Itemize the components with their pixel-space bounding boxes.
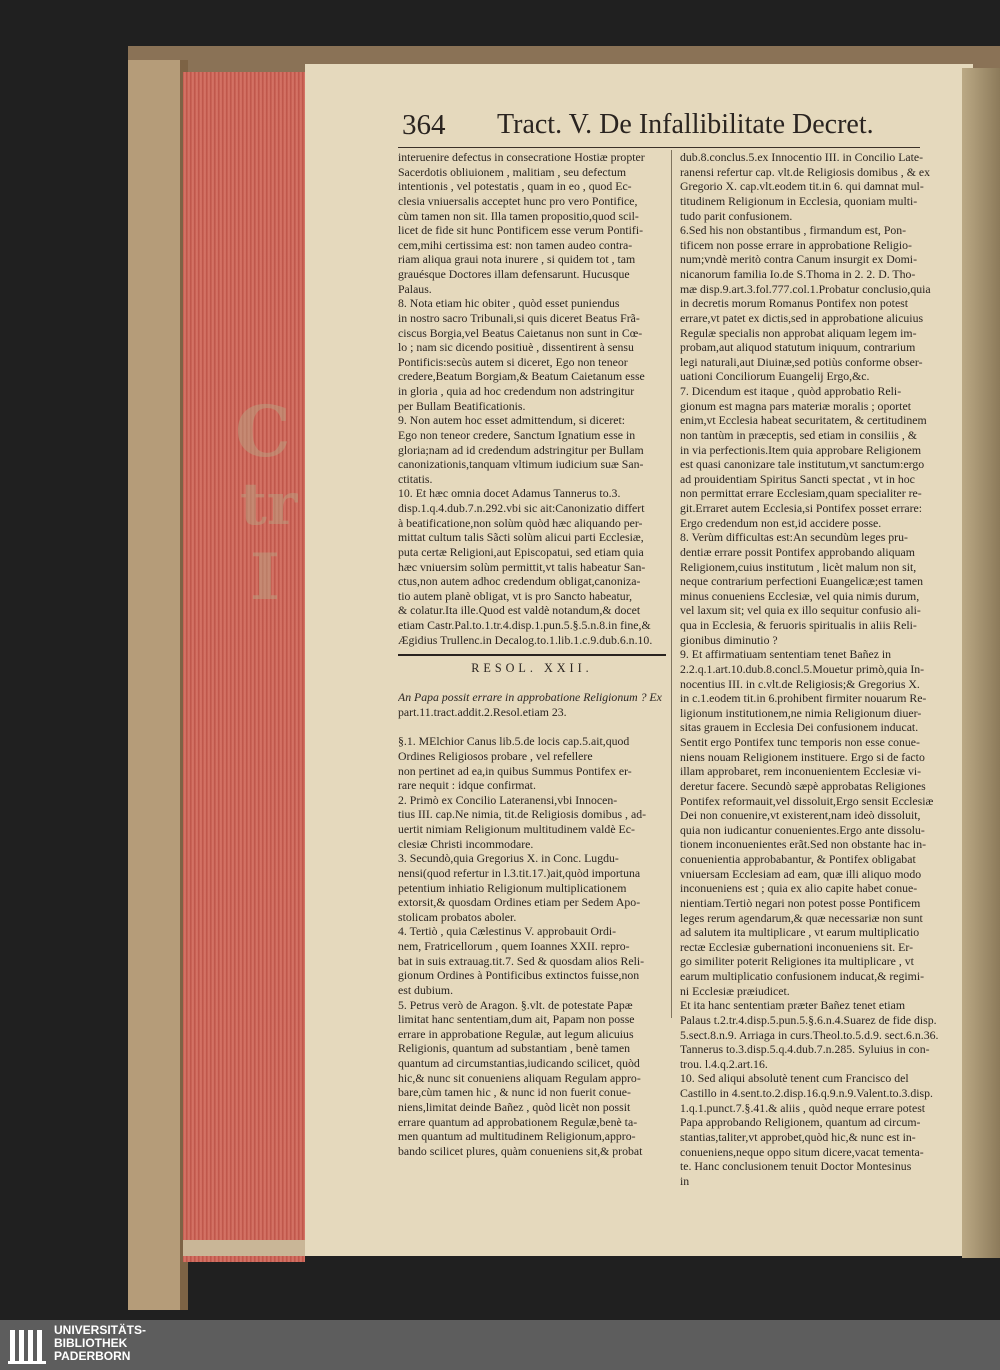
text-line: tius III. cap.Ne nimia, tit.de Religiosis domibus , ad- xyxy=(398,807,647,822)
text-line: mæ disp.9.art.3.fol.777.col.1.Probatur conclusio,quia xyxy=(680,281,931,296)
text-line: leges rerum agendarum,& quæ necessariæ non sunt xyxy=(680,910,923,925)
text-line: non tantùm in præceptis, sed etiam in consiliis , & xyxy=(680,427,917,442)
red-page-edges xyxy=(183,72,305,1262)
section-rule xyxy=(398,654,666,656)
text-line: qua in Ecclesia, & feruoris spiritualis in aliis Reli- xyxy=(680,618,917,632)
text-line: uertit nimiam Religionum multitudinem valdè Ec- xyxy=(398,822,635,837)
text-line: quia non iudicantur conuenientes.Ergo ante dissolu- xyxy=(680,822,925,837)
text-line: canonizationis,tanquam vltimum iudicium suæ San- xyxy=(398,457,644,472)
text-line: rectæ Ecclesiæ gubernationi inconueniens sit. Er- xyxy=(680,939,914,954)
text-line: deretur facere. Secundò sæpè approbatas Religiones xyxy=(680,778,926,793)
text-line: legi naturali,aut Diuinæ,sed potiùs conforme obser- xyxy=(680,354,923,369)
text-line: illam approbaret, rem inconuenientem Ecclesiæ vi- xyxy=(680,764,922,779)
text-line: Pontificis:secùs autem si diceret, Ego non teneor xyxy=(398,354,628,369)
library-name-line: PADERBORN xyxy=(54,1349,131,1364)
text-line: errare quantum ad approbationem Regulæ,benè ta- xyxy=(398,1114,638,1129)
page-gutter xyxy=(962,68,1000,1258)
text-line: clesia vniuersalis acceptet hunc pro vero Pontifice, xyxy=(398,193,638,208)
text-line: vel laxum sit; vel quia ex illo sequitur confusio ali- xyxy=(680,603,921,618)
header-rule xyxy=(398,147,920,148)
running-title: Tract. V. De Infallibilitate Decret. xyxy=(497,109,874,140)
text-line: niens nouam Religionem instituere. Ergo si de facto xyxy=(680,749,925,764)
text-line: num;vndè meritò contra Canum insurgit ex Domi- xyxy=(680,252,917,267)
text-line: ni Ecclesiæ præiudicet. xyxy=(680,983,790,998)
text-line: in nostro sacro Tribunali,si quis diceret Beatus Frã- xyxy=(398,310,640,325)
text-line: puta certæ Religioni,aut Episcopatui, sed etiam quia xyxy=(398,544,644,559)
text-line: Tannerus to.3.disp.5.q.4.dub.7.n.285. Syluius in con- xyxy=(680,1042,930,1057)
left-column xyxy=(398,150,666,1158)
text-line: errare,vt patet ex dictis,sed in approbatione alicuius xyxy=(680,310,924,325)
text-line: inconueniens est ; quia ex alio capite habet conue- xyxy=(680,881,918,896)
text-line: ctus,non autem adhoc credendum obligat,canoniza- xyxy=(398,574,641,589)
text-line: minus conueniens Ecclesiæ, vel quia nimis durum, xyxy=(680,588,920,603)
library-logo-icon xyxy=(8,1326,48,1366)
text-line: etiam Castr.Pal.to.1.tr.4.disp.1.pun.5.§.5.n.8.in fine,& xyxy=(398,618,651,632)
library-name-line: UNIVERSITÄTS- xyxy=(54,1323,147,1337)
text-line: gionibus diminutio ? xyxy=(680,632,778,647)
text-line: rare nequit : idque confirmat. xyxy=(398,778,536,793)
text-line: ranensi refertur cap. vlt.de Religiosis domibus , & ex xyxy=(680,164,930,179)
text-line: tio autem planè obligat, vt is pro Sancto habeatur, xyxy=(398,588,633,603)
left-column-part2 xyxy=(398,734,666,1158)
text-line: Palaus t.2.tr.4.disp.5.pun.5.§.6.n.4.Suarez de fide disp. xyxy=(680,1012,937,1027)
text-line: Ego non teneor credere, Sanctum Ignatium esse in xyxy=(398,427,636,442)
text-line: 10. Et hæc omnia docet Adamus Tannerus to.3. xyxy=(398,486,621,501)
text-line: petentium inhiatio Religionum multiplicationem xyxy=(398,880,627,895)
text-line: cùm tamen non sit. Illa tamen propositio,quod scil- xyxy=(398,208,639,223)
text-line: est dubium. xyxy=(398,982,454,997)
text-line: in xyxy=(680,1173,690,1188)
text-line: non pertinet ad ea,in quibus Summus Pontifex er- xyxy=(398,763,632,778)
text-line: clesiæ Christi incommodare. xyxy=(398,836,534,851)
text-line: in via perfectionis.Item quia approbare Religionem xyxy=(680,442,922,457)
library-name-line: BIBLIOTHEK xyxy=(54,1336,128,1351)
text-line: Palaus. xyxy=(398,281,432,296)
text-line: ad salutem ita multiplicare , vt earum multiplicatio xyxy=(680,925,920,940)
resolution-heading: RESOL. XXII. xyxy=(471,661,593,676)
resolution-question-line: An Papa possit errare in approbatione Religionum ? Ex xyxy=(398,690,662,705)
text-line: 6.Sed his non obstantibus , firmandum est, Pon- xyxy=(680,223,907,238)
text-line: Castillo in 4.sent.to.2.disp.16.q.9.n.9.Valent.to.3.disp. xyxy=(680,1086,933,1100)
text-line: intentionis , vel potestatis , quam in eo , quod Ec- xyxy=(398,179,632,194)
text-line: men quantum ad multitudinem Religionum,appro- xyxy=(398,1129,636,1144)
text-line: conuenientia approbabantur, & Pontifex obligabat xyxy=(680,852,916,866)
text-line: credere,Beatum Borgiam,& Beatum Caietanum esse xyxy=(398,369,645,384)
text-line: Gregorio X. cap.vlt.eodem tit.in 6. qui damnat mul- xyxy=(680,179,924,194)
show-through-marks: I xyxy=(250,540,280,615)
show-through-marks: C xyxy=(235,390,291,473)
text-line: 10. Sed aliqui absolutè tenent cum Francisco del xyxy=(680,1071,909,1086)
text-line: in c.1.eodem tit.in 6.prohibent firmiter nouarum Re- xyxy=(680,691,927,706)
text-line: est quasi canonizare tale institutum,vt sanctum:ergo xyxy=(680,457,925,472)
text-line: nem, Fratricellorum , quem Ioannes XXII. repro- xyxy=(398,939,630,954)
text-line: Sacerdotis obliuionem , malitiam , seu defectum xyxy=(398,164,627,179)
text-line: extorsit,& quosdam Ordines etiam per Sedem Apo- xyxy=(398,895,641,910)
text-line: conueniens,neque oppo situm dicere,vacat tementa- xyxy=(680,1144,924,1159)
text-line: Et ita hanc sententiam præter Bañez tenet etiam xyxy=(680,998,906,1013)
text-line: nensi(quod refertur in l.3.tit.17.)ait,quòd importuna xyxy=(398,865,641,880)
text-line: git.Erraret autem Ecclesia,si Pontifex posset errare: xyxy=(680,501,923,515)
text-line: ciscus Borgia,vel Beatus Caietanus non sunt in Cœ- xyxy=(398,325,643,340)
spacer xyxy=(398,720,666,735)
text-line: tionem inconuenientes erãt.Sed non obstante hac in- xyxy=(680,837,927,852)
text-line: probam,aut aliquod statutum iniquum, contrarium xyxy=(680,340,916,355)
page-edge-bottom xyxy=(183,1240,309,1256)
text-line: nocentius III. in c.vlt.de Religiosis;& Gregorius X. xyxy=(680,676,920,691)
text-line: Religionis, quantum ad substantiam , benè tamen xyxy=(398,1041,630,1056)
text-line: Dei non conuenire,vt existerent,nam ideò dissoluit, xyxy=(680,808,921,823)
text-line: limitat hanc sententiam,dum ait, Papam non posse xyxy=(398,1012,635,1027)
text-line: cem,mihi certissima est: non tamen audeo contra- xyxy=(398,237,633,252)
text-line: disp.1.q.4.dub.7.n.292.vbi sic ait:Canonizatio differt xyxy=(398,501,645,515)
text-line: uationi Conciliorum Euangelij Ergo,&c. xyxy=(680,369,870,384)
text-line: dentiæ errare possit Pontifex approbando aliquam xyxy=(680,544,915,559)
text-line: 9. Et affirmatiuam sententiam tenet Bañez in xyxy=(680,647,892,662)
text-line: 5.sect.8.n.9. Arriaga in curs.Theol.to.5.d.9. sect.6.n.36. xyxy=(680,1027,939,1042)
text-line: dub.8.conclus.5.ex Innocentio III. in Concilio Late- xyxy=(680,150,924,164)
text-line: niens,limitat deinde Bañez , quòd licèt non possit xyxy=(398,1099,631,1114)
text-line: sitas grauem in Ecclesia Dei confusionem inducat. xyxy=(680,720,919,735)
text-line: 8. Verùm difficultas est:An secundùm leges pru- xyxy=(680,530,908,545)
text-line: ligionum institutionem,ne nimia Religionum diuer- xyxy=(680,705,922,720)
show-through-marks: tr xyxy=(240,470,298,538)
text-line: quantum ad circumstantias,iudicando scilicet, quòd xyxy=(398,1056,640,1071)
text-line: in decretis morum Romanus Pontifex non potest xyxy=(680,296,909,311)
text-line: §.1. MElchior Canus lib.5.de locis cap.5.ait,quod xyxy=(398,734,630,749)
text-line: 7. Dicendum est itaque , quòd approbatio Reli- xyxy=(680,384,902,398)
text-line: per Bullam Beatificationis. xyxy=(398,398,526,413)
text-line: 3. Secundò,quia Gregorius X. in Conc. Lugdu- xyxy=(398,851,619,866)
text-line: nientiam.Tertiò negari non potest posse Pontificem xyxy=(680,895,921,910)
text-line: go similiter poterit Religiones ita multiplicare , vt xyxy=(680,954,914,969)
text-line: gionum Ordines à Pontificibus extinctos fuisse,non xyxy=(398,968,640,983)
text-line: mittat cultum talis Sãcti solùm alicui parti Ecclesiæ, xyxy=(398,530,644,545)
text-line: hæc vniuersim solùm permittit,vt talis habeatur San- xyxy=(398,559,646,574)
library-name xyxy=(54,1324,146,1364)
text-line: Pontifex reformauit,vel dissoluit,Ergo sensit Ecclesiæ xyxy=(680,793,934,808)
text-line: errare in approbatione Regulæ, aut legum alicuius xyxy=(398,1026,634,1041)
text-line: bare,cùm tamen hic , & nunc id non fuerit conue- xyxy=(398,1085,631,1100)
spacer xyxy=(398,676,666,691)
text-line: bando scilicet plures, quàm conueniens sit,& probat xyxy=(398,1143,643,1158)
text-line: titudinem Religionum in Ecclesia, quoniam multi- xyxy=(680,193,918,208)
text-line: hic,& nunc sit conueniens aliquam Regulam appro- xyxy=(398,1070,641,1085)
resolution-question-line: part.11.tract.addit.2.Resol.etiam 23. xyxy=(398,705,567,720)
text-line: Regulæ specialis non approbat aliquam legem im- xyxy=(680,325,917,340)
text-line: 9. Non autem hoc esset admittendum, si diceret: xyxy=(398,413,626,428)
text-line: stolicam probatos aboler. xyxy=(398,909,517,924)
text-line: 4. Tertiò , quia Cælestinus V. approbauit Ordi- xyxy=(398,924,617,939)
page-number: 364 xyxy=(402,109,446,141)
text-line: tudo parit confusionem. xyxy=(680,208,793,223)
text-line: 5. Petrus verò de Aragon. §.vlt. de potestate Papæ xyxy=(398,997,633,1012)
right-column xyxy=(680,150,946,1188)
text-line: bat in suis extrauag.tit.7. Sed & quosdam alios Reli- xyxy=(398,953,645,968)
text-line: 1.q.1.punct.7.§.41.& aliis , quòd neque errare potest xyxy=(680,1100,926,1115)
text-line: te. Hanc conclusionem tenuit Doctor Montesinus xyxy=(680,1159,912,1174)
text-line: riam aliqua graui nota inurere , si quidem tot , tam xyxy=(398,252,636,267)
text-line: lo ; nam sic dicendo positiuè , dissentirent à sensu xyxy=(398,340,634,355)
text-line: 8. Nota etiam hic obiter , quòd esset puniendus xyxy=(398,296,620,311)
text-line: non permittat errare Ecclesiam,quam specialiter re- xyxy=(680,486,922,501)
text-line: à beatificatione,non solùm quòd hæc aliquando per- xyxy=(398,515,643,530)
left-column-part1 xyxy=(398,150,666,647)
text-line: nicanorum familia Io.de S.Thoma in 2. 2. D. Tho- xyxy=(680,267,916,281)
text-line: earum multiplicatio confusionem inducat,& regimi- xyxy=(680,969,925,983)
text-line: stantias,taliter,vt approbet,quòd hic,& nunc est in- xyxy=(680,1129,916,1144)
library-footer-bar xyxy=(0,1320,1000,1370)
text-line: 2.2.q.1.art.10.dub.8.concl.5.Mouetur primò,quia In- xyxy=(680,661,925,676)
book-binding-board xyxy=(128,60,188,1310)
text-line: ad prouidentiam Spiritus Sancti spectat , vt in hoc xyxy=(680,471,915,486)
text-line: licet de fide sit hunc Pontificem esse verum Pontifi- xyxy=(398,223,644,238)
text-line: interuenire defectus in consecratione Hostiæ propter xyxy=(398,150,645,164)
text-line: Ægidius Trullenc.in Decalog.to.1.lib.1.c.9.dub.6.n.10. xyxy=(398,632,653,647)
text-line: & colatur.Ita ille.Quod est valdè notandum,& docet xyxy=(398,603,641,618)
text-line: Sentit ergo Pontifex tunc temporis non esse conue- xyxy=(680,735,920,749)
text-line: in gloria , quia ad hoc credendum non adstringitur xyxy=(398,384,635,398)
column-rule xyxy=(671,150,672,1018)
text-line: grauésque Doctores illam defensarunt. Hucusque xyxy=(398,267,630,281)
text-line: vniuersam Ecclesiam ad eam, quæ illi aliquo modo xyxy=(680,866,922,881)
text-line: neque contrarium perfectioni Euangelicæ;est tamen xyxy=(680,574,924,589)
text-line: Ergo credendum non est,id accidere posse. xyxy=(680,515,882,530)
text-line: Ordines Religiosos probare , vel refellere xyxy=(398,748,593,763)
text-line: ctitatis. xyxy=(398,471,433,486)
text-line: trou. l.4.q.2.art.16. xyxy=(680,1056,768,1071)
text-line: Papa approbando Religionem, quantum ad circum- xyxy=(680,1115,921,1130)
text-line: enim,vt Ecclesia habeat securitatem, & certitudinem xyxy=(680,413,927,428)
text-line: tificem non posse errare in approbatione Religio- xyxy=(680,237,912,252)
text-line: Religionem,cuius institutum , licèt malum non sit, xyxy=(680,559,917,574)
text-line: gionum est magna pars materiæ moralis ; oportet xyxy=(680,398,911,413)
text-line: gloria;nam ad id credendum adstringitur per Bullam xyxy=(398,442,644,457)
text-line: 2. Primò ex Concilio Lateranensi,vbi Innocen- xyxy=(398,792,618,807)
